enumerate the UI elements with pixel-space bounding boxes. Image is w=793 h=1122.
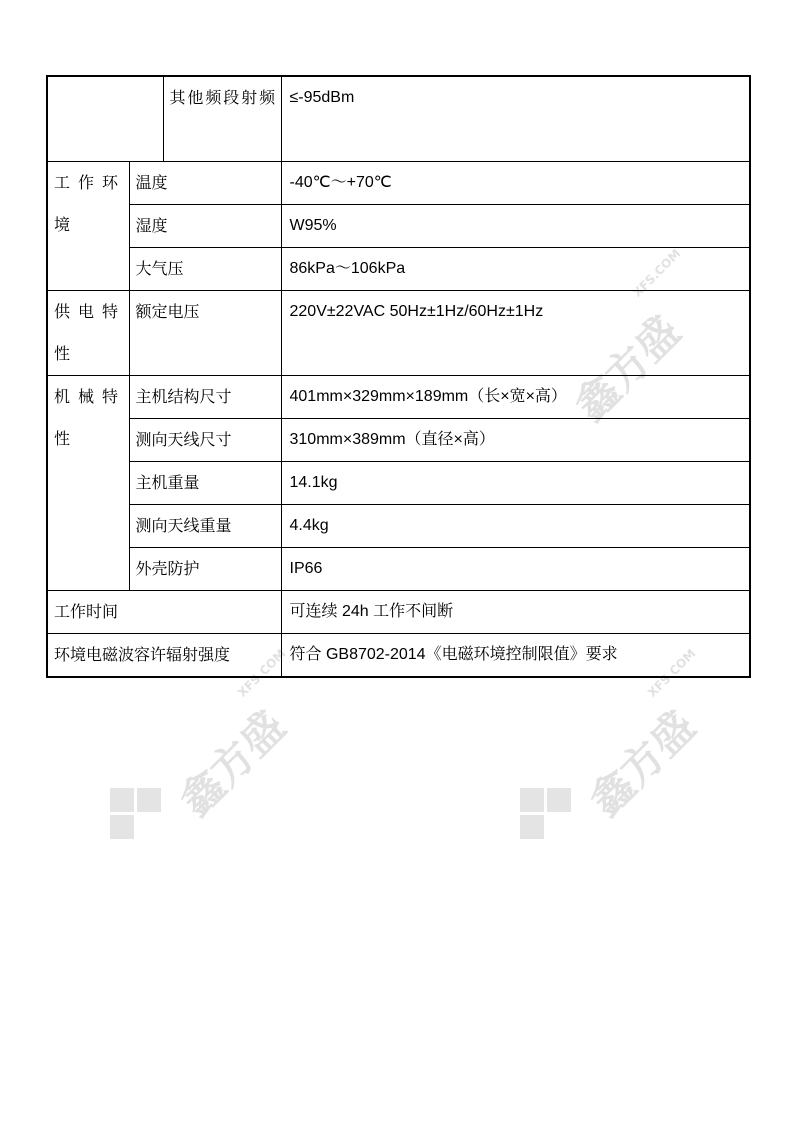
value-cell: 310mm×389mm（直径×高）	[281, 418, 750, 461]
item-cell: 测向天线重量	[129, 504, 281, 547]
table-row	[47, 504, 750, 547]
label-cell: 环境电磁波容许辐射强度	[47, 633, 281, 677]
item-cell: 湿度	[129, 204, 281, 247]
item-cell: 大气压	[129, 247, 281, 290]
table-row	[47, 204, 750, 247]
table-row	[47, 547, 750, 590]
value-cell: 86kPa〜106kPa	[281, 247, 750, 290]
category-cell: 工作环境	[47, 161, 129, 290]
category-cell: 机械特性	[47, 375, 129, 590]
table-row	[47, 161, 750, 204]
category-cell: 供电特性	[47, 290, 129, 375]
watermark-brand: 鑫方盛	[170, 701, 295, 826]
value-cell: -40℃～+70℃	[281, 161, 750, 204]
value-cell: 可连续 24h 工作不间断	[281, 590, 750, 633]
watermark-url: XFS.COM	[645, 646, 699, 700]
item-cell: 温度	[129, 161, 281, 204]
table-row	[47, 418, 750, 461]
table-row	[47, 247, 750, 290]
spec-table	[46, 75, 751, 678]
label-cell: 工作时间	[47, 590, 281, 633]
value-cell: 401mm×329mm×189mm（长×宽×高）	[281, 375, 750, 418]
category-cell-empty	[47, 76, 163, 161]
watermark-logo-icon	[520, 788, 572, 840]
watermark-brand: 鑫方盛	[565, 306, 690, 431]
watermark-brand: 鑫方盛	[580, 701, 705, 826]
value-cell: IP66	[281, 547, 750, 590]
item-cell: 测向天线尺寸	[129, 418, 281, 461]
table-row	[47, 76, 750, 161]
item-cell: 主机结构尺寸	[129, 375, 281, 418]
value-cell: 符合 GB8702-2014《电磁环境控制限值》要求	[281, 633, 750, 677]
watermark-bottom-right	[520, 646, 720, 870]
watermark-url: XFS.COM	[235, 646, 289, 700]
item-cell: 外壳防护	[129, 547, 281, 590]
table-row	[47, 633, 750, 677]
value-cell: ≤-95dBm	[281, 76, 750, 161]
table-row	[47, 590, 750, 633]
value-cell: 220V±22VAC 50Hz±1Hz/60Hz±1Hz	[281, 290, 750, 375]
value-cell: W95%	[281, 204, 750, 247]
table-row	[47, 290, 750, 375]
watermark-logo-icon	[110, 788, 162, 840]
table-row	[47, 375, 750, 418]
item-cell: 主机重量	[129, 461, 281, 504]
value-cell: 4.4kg	[281, 504, 750, 547]
item-cell: 额定电压	[129, 290, 281, 375]
table-row	[47, 461, 750, 504]
item-label: 其他频段射频	[169, 88, 278, 107]
item-cell	[163, 76, 281, 161]
watermark-url: XFS.COM	[630, 246, 684, 300]
value-cell: 14.1kg	[281, 461, 750, 504]
